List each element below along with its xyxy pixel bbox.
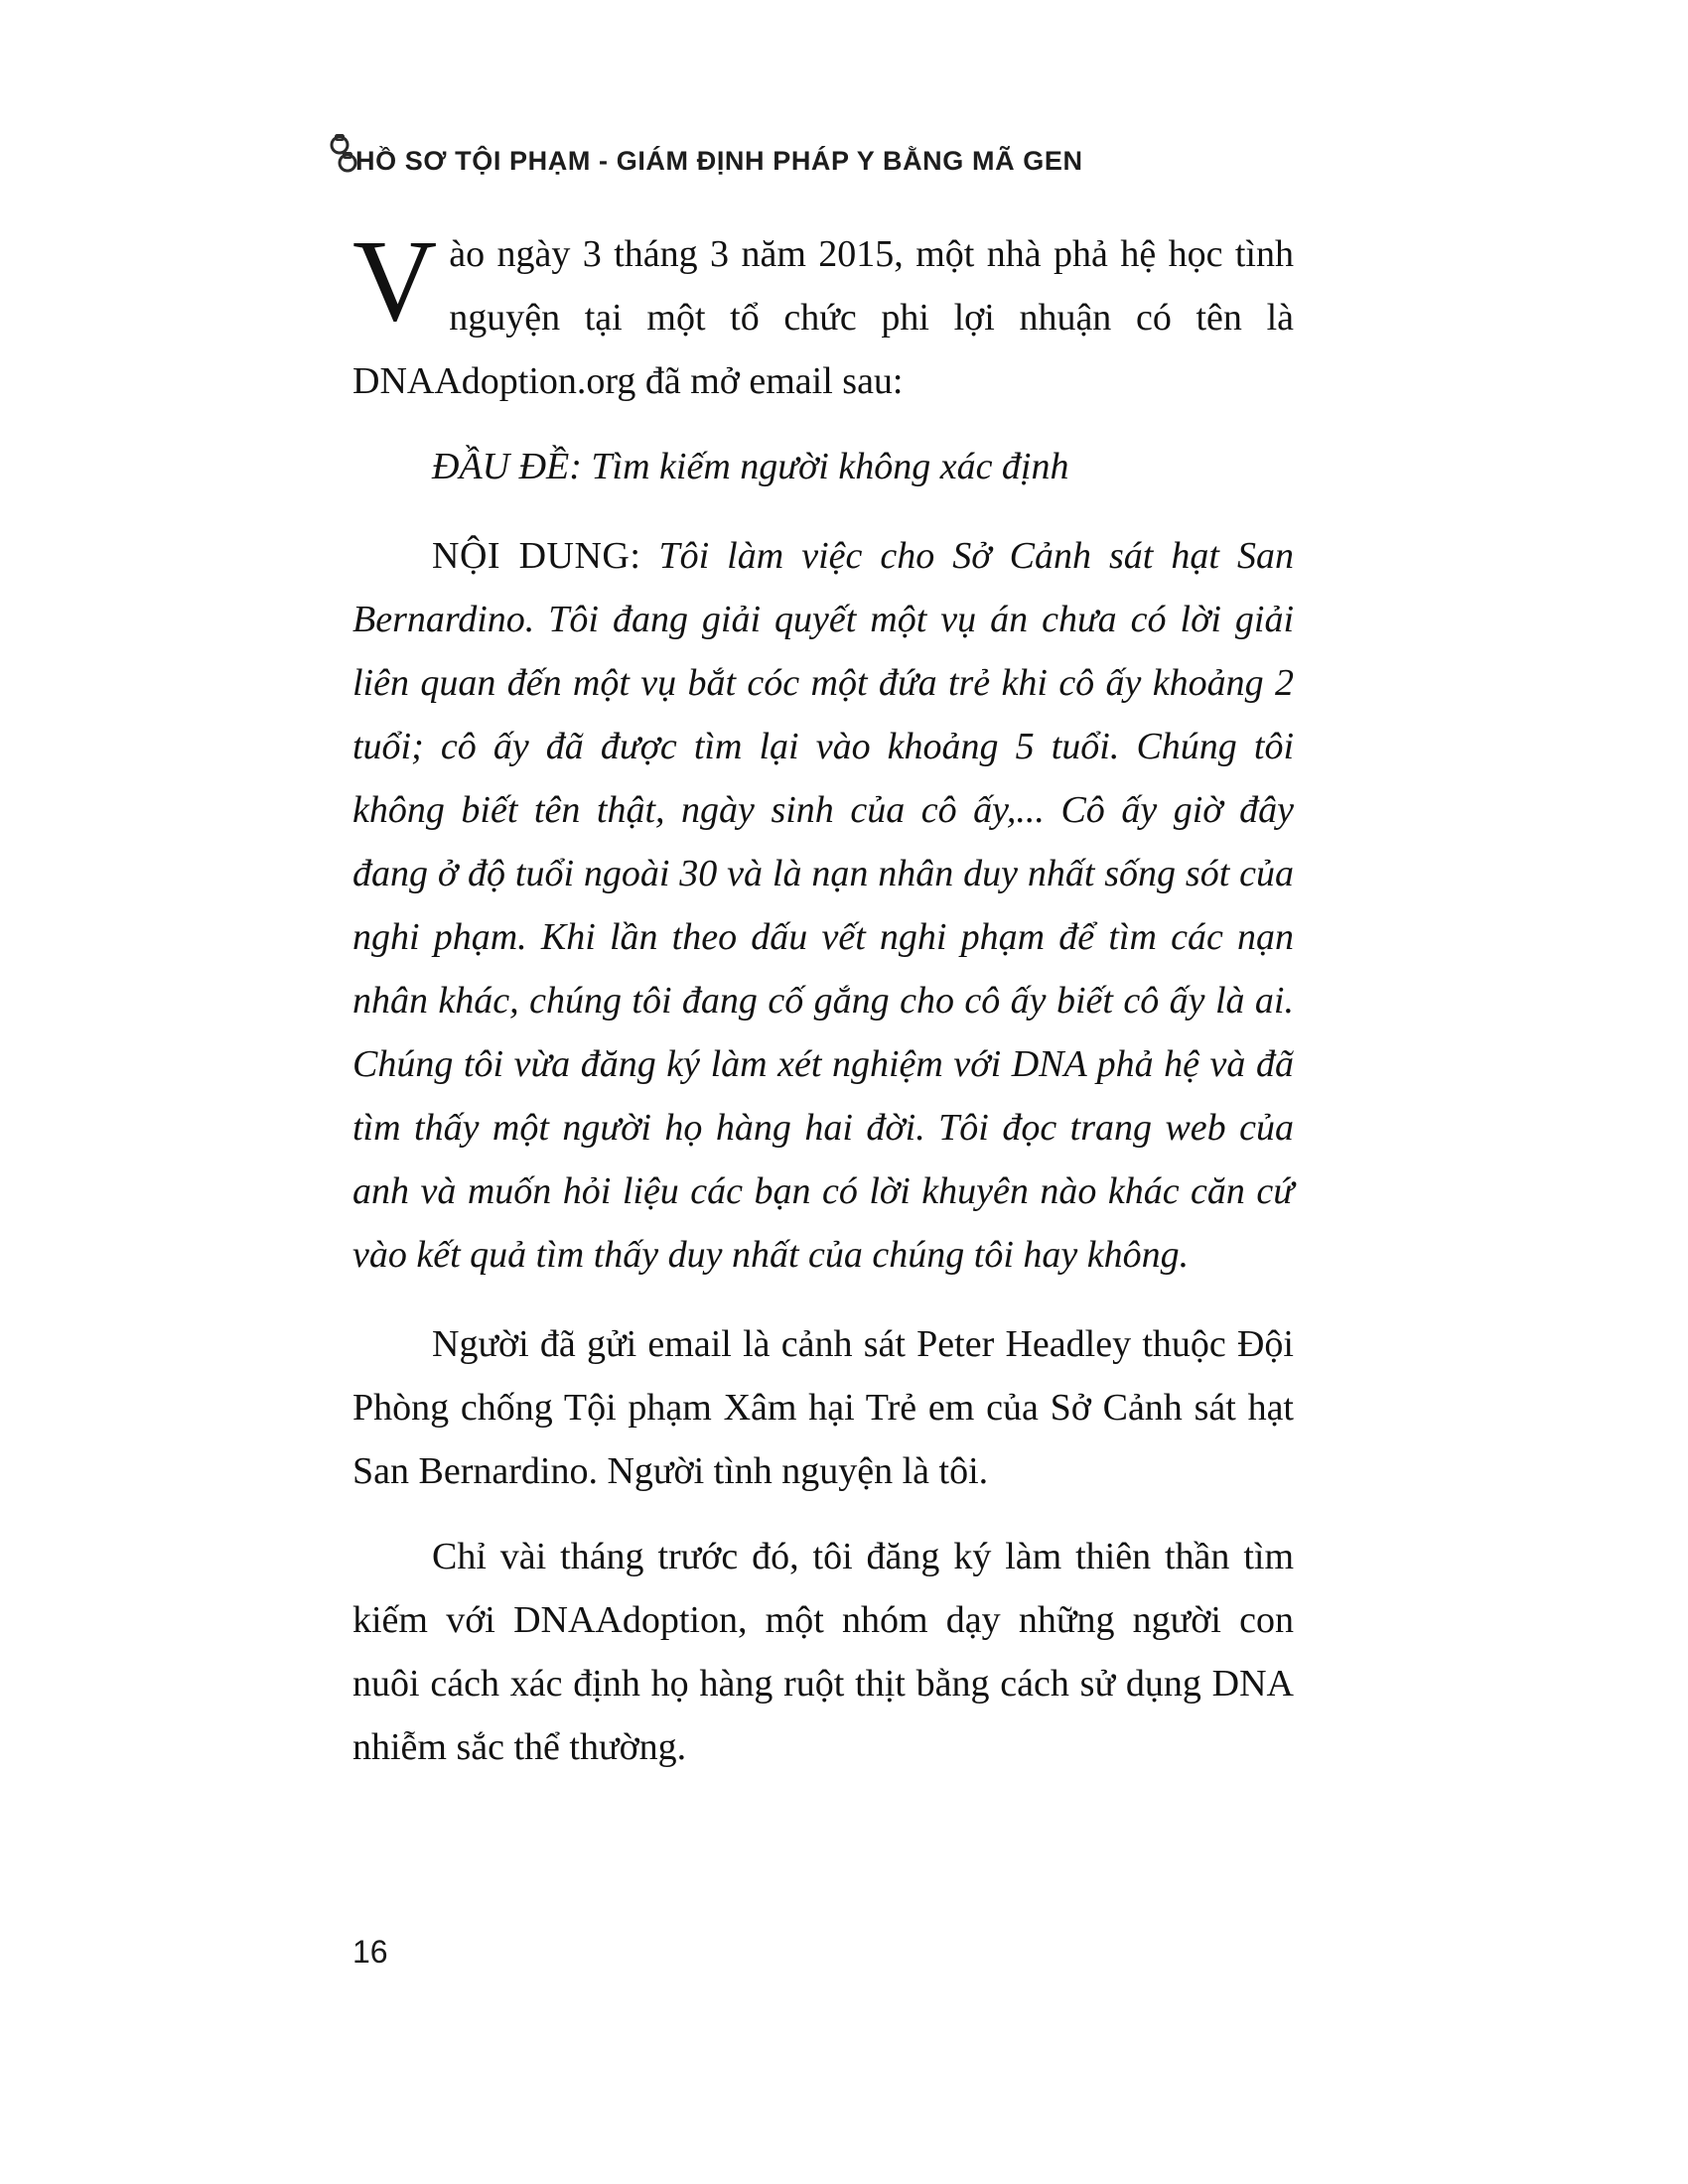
paragraph-intro-text: ào ngày 3 tháng 3 năm 2015, một nhà phả hệ học tình nguyện tại một tổ chức phi lợi nhuận có tên là DNAAdoption.org đã mở email sau: <box>352 233 1294 402</box>
drop-cap: V <box>352 215 438 345</box>
handcuffs-icon <box>326 133 365 177</box>
paragraph-sender: Người đã gửi email là cảnh sát Peter Headley thuộc Đội Phòng chống Tội phạm Xâm hại Trẻ em của Sở Cảnh sát hạt San Bernardino. Người tình nguyện là tôi. <box>352 1323 1294 1492</box>
page-number: 16 <box>352 1934 388 1970</box>
running-head: HỒ SƠ TỘI PHẠM - GIÁM ĐỊNH PHÁP Y BẰNG MÃ GEN <box>355 145 1083 176</box>
paragraph-intro <box>352 215 1294 413</box>
paragraph-volunteer: Chỉ vài tháng trước đó, tôi đăng ký làm thiên thần tìm kiếm với DNAAdoption, một nhóm dạy những người con nuôi cách xác định họ hàng ruột thịt bằng cách sử dụng DNA nhiễm sắc thể thường. <box>352 1536 1294 1768</box>
email-body <box>352 524 1294 1287</box>
email-subject-line: ĐẦU ĐỀ: Tìm kiếm người không xác định <box>432 446 1069 487</box>
page-content <box>352 215 1294 1801</box>
email-body-label: NỘI DUNG: <box>432 535 641 577</box>
page-header <box>326 139 1083 183</box>
email-body-text: Tôi làm việc cho Sở Cảnh sát hạt San Bernardino. Tôi đang giải quyết một vụ án chưa có lời giải liên quan đến một vụ bắt cóc một đứa trẻ khi cô ấy khoảng 2 tuổi; cô ấy đã được tìm lại vào khoảng 5 tuổi. Chúng tôi không biết tên thật, ngày sinh của cô ấy,... Cô ấy giờ đây đang ở độ tuổi ngoài 30 và là nạn nhân duy nhất sống sót của nghi phạm. Khi lần theo dấu vết nghi phạm để tìm các nạn nhân khác, chúng tôi đang cố gắng cho cô ấy biết cô ấy là ai. Chúng tôi vừa đăng ký làm xét nghiệm với DNA phả hệ và đã tìm thấy một người họ hàng hai đời. Tôi đọc trang web của anh và muốn hỏi liệu các bạn có lời khuyên nào khác căn cứ vào kết quả tìm thấy duy nhất của chúng tôi hay không. <box>352 535 1294 1276</box>
